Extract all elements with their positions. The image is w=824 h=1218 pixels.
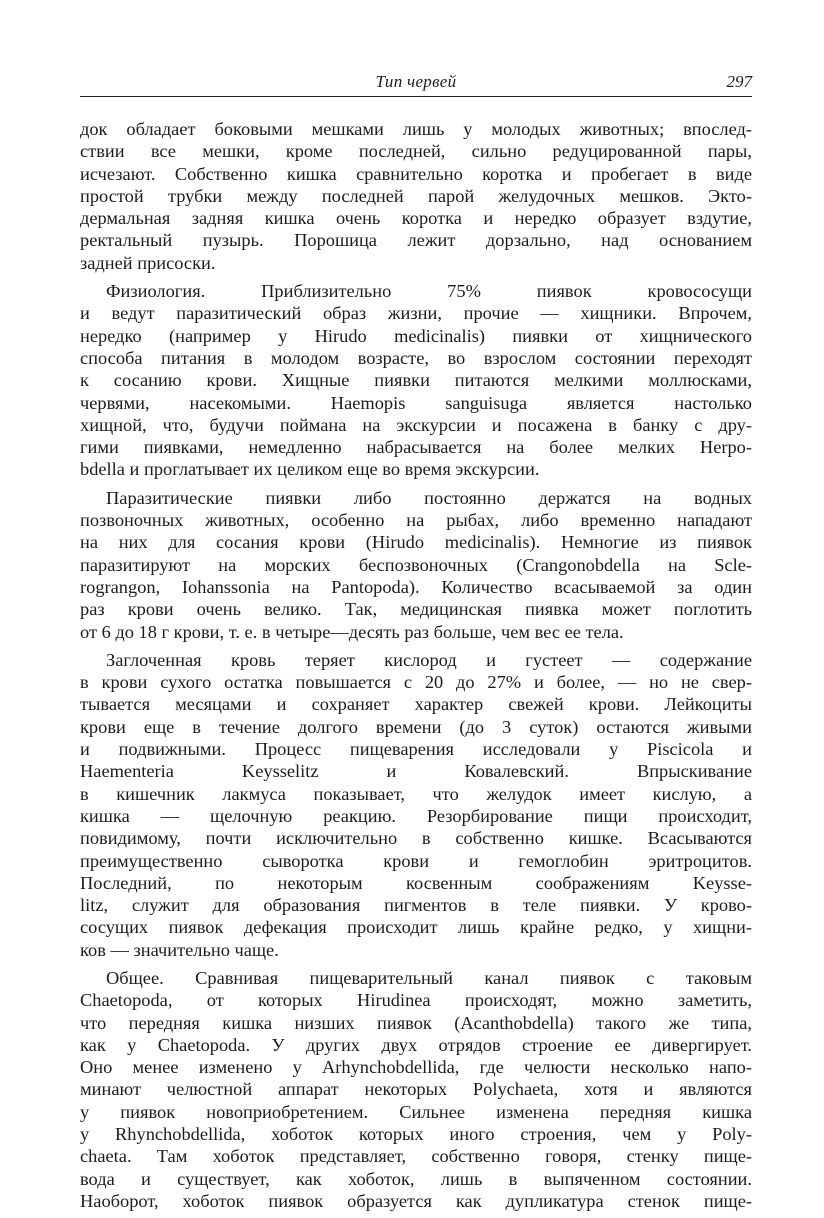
paragraph-physiology: [80, 280, 752, 481]
text-line: вода и существует, как хоботок, лишь в выпяченном состоянии.: [80, 1168, 752, 1189]
text-line: к сосанию крови. Хищные пиявки питаются мелкими моллюсками,: [80, 370, 752, 391]
text-line: тывается месяцами и сохраняет характер свежей крови. Лейкоциты: [80, 694, 752, 715]
text-line: раз крови очень велико. Так, медицинская пиявка может поглотить: [80, 599, 752, 620]
text-line: Паразитические пиявки либо постоянно держатся на водных: [106, 487, 752, 508]
text-line: кишка — щелочную реакцию. Резорбирование пищи происходит,: [80, 805, 752, 826]
page-number: 297: [726, 72, 752, 91]
text-line: и подвижными. Процесс пищеварения исследовали у Piscicola и: [80, 739, 752, 760]
text-line: повидимому, почти исключительно в собственно кишке. Всасываются: [80, 828, 752, 849]
running-title: Тип червей: [375, 72, 457, 91]
running-head: [80, 70, 752, 97]
text-line: сосущих пиявок дефекация происходит лишь крайне редко, у хищни-: [80, 917, 752, 938]
text-line: от 6 до 18 г крови, т. е. в четыре—десять раз больше, чем вес ее тела.: [80, 621, 624, 642]
body-text: [80, 118, 752, 1212]
text-line: исчезают. Собственно кишка сравнительно коротка и пробегает в виде: [80, 163, 752, 184]
text-line: rograngon, Iohanssonia на Pantopoda). Количество всасываемой за один: [80, 576, 752, 597]
text-line: паразитируют на морских беспозвоночных (Crangonobdella на Scle-: [80, 554, 752, 575]
text-line: у Rhynchobdellida, хоботок которых иного строения, чем у Poly-: [80, 1124, 752, 1145]
text-line: Физиология. Приблизительно 75% пиявок кровососущи: [106, 281, 752, 302]
text-line: Haementeria Keysselitz и Ковалевский. Впрыскивание: [80, 761, 752, 782]
text-line: Заглоченная кровь теряет кислород и густеет — содержание: [106, 649, 752, 670]
text-line: док обладает боковыми мешками лишь у молодых животных; впослед-: [80, 119, 752, 139]
text-line: преимущественно сыворотка крови и гемоглобин эритроцитов.: [80, 850, 752, 871]
text-line: способа питания в молодом возрасте, во взрослом состоянии переходят: [80, 347, 752, 368]
text-line: дермальная задняя кишка очень коротка и нередко образует вздутие,: [80, 208, 752, 229]
text-line: у пиявок новоприобретением. Сильнее изменена передняя кишка: [80, 1101, 752, 1122]
text-line: червями, насекомыми. Haemopis sanguisuga является настолько: [80, 392, 752, 413]
paragraph-parasitic-leeches: [80, 487, 752, 643]
text-line: Наоборот, хоботок пиявок образуется как дупликатура стенок пище-: [80, 1190, 752, 1211]
text-line: простой трубки между последней парой желудочных мешков. Экто-: [80, 185, 752, 206]
text-line: в крови сухого остатка повышается с 20 до 27% и более, — но не свер-: [80, 672, 752, 693]
text-line: ствии все мешки, кроме последней, сильно редуцированной пары,: [80, 141, 752, 162]
text-line: что передняя кишка низших пиявок (Acanthobdella) такого же типа,: [80, 1012, 752, 1033]
text-line: нередко (например у Hirudo medicinalis) пиявки от хищнического: [80, 325, 752, 346]
text-line: в кишечник лакмуса показывает, что желудок имеет кислую, а: [80, 783, 752, 804]
text-line: и ведут паразитический образ жизни, прочие — хищники. Впрочем,: [80, 303, 752, 324]
text-line: Общее. Сравнивая пищеварительный канал пиявок с таковым: [106, 967, 752, 988]
text-line: позвоночных животных, особенно на рыбах, либо временно нападают: [80, 510, 752, 531]
text-line: Оно менее изменено у Arhynchobdellida, где челюсти несколько напо-: [80, 1057, 752, 1078]
text-line: chaeta. Там хоботок представляет, собственно говоря, стенку пище-: [80, 1146, 752, 1167]
text-line: крови еще в течение долгого времени (до 3 суток) остаются живыми: [80, 716, 752, 737]
text-line: хищной, что, будучи поймана на экскурсии и посажена в банку с дру-: [80, 414, 752, 435]
paragraph-swallowed-blood: [80, 649, 752, 961]
text-line: как у Chaetopoda. У других двух отрядов строение ее дивергирует.: [80, 1034, 752, 1055]
text-line: на них для сосания крови (Hirudo medicinalis). Немногие из пиявок: [80, 532, 752, 553]
text-line: litz, служит для образования пигментов в теле пиявки. У крово-: [80, 895, 752, 916]
paragraph-digestive-tract-continued: [80, 118, 752, 274]
text-line: задней присоски.: [80, 252, 216, 273]
text-line: ков — значительно чаще.: [80, 939, 279, 960]
text-line: bdella и проглатывает их целиком еще во время экскурсии.: [80, 459, 540, 480]
paragraph-general: [80, 967, 752, 1212]
text-line: минают челюстной аппарат некоторых Polychaeta, хотя и являются: [80, 1079, 752, 1100]
text-line: ректальный пузырь. Порошица лежит дорзально, над основанием: [80, 230, 752, 251]
text-line: Chaetopoda, от которых Hirudinea происходят, можно заметить,: [80, 990, 752, 1011]
text-line: Последний, по некоторым косвенным соображениям Keysse-: [80, 872, 752, 893]
text-line: гими пиявками, немедленно набрасывается на более мелких Herpo-: [80, 437, 752, 458]
